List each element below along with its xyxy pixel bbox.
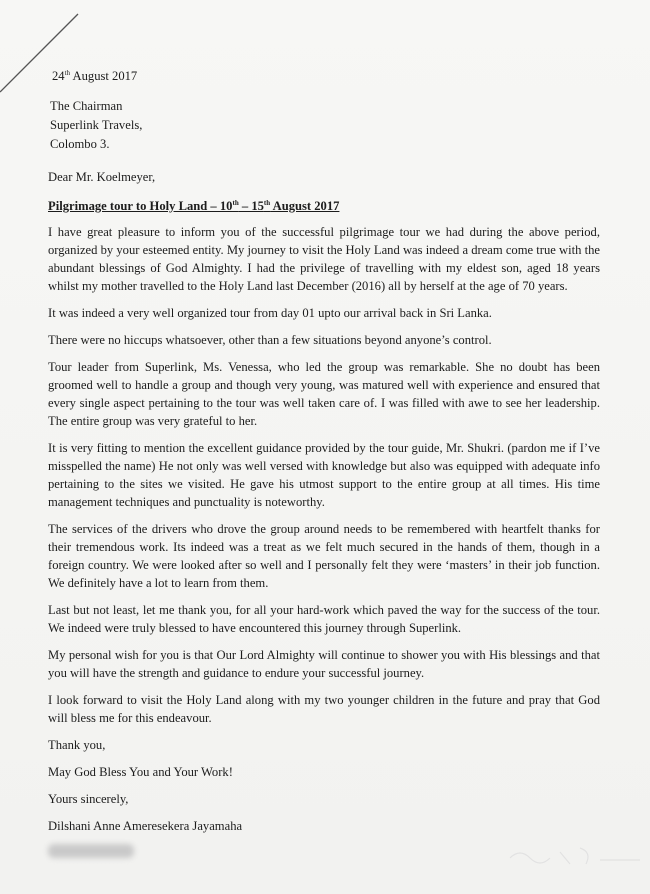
paragraph: My personal wish for you is that Our Lord Almighty will continue to shower you with His blessings and that you will have the strength and guidance to endure your successful journey.: [48, 648, 600, 681]
paragraph: I have great pleasure to inform you of the successful pilgrimage tour we had during the above period, organized by your esteemed entity. My journey to visit the Holy Land was indeed a dream come true with the abundant blessings of God Almighty. I had the privilege of travelling with my eldest son, aged 18 years whilst my mother travelled to the Holy Land last December (2016) all by herself at the age of 70 years.: [48, 225, 600, 294]
subject-line: Pilgrimage tour to Holy Land – 10th – 15th August 2017: [48, 199, 340, 214]
paragraph: Tour leader from Superlink, Ms. Venessa, who led the group was remarkable. She no doubt has been groomed well to handle a group and though very young, was matured well with experience and ensured that every single aspect pertaining to the tour was well taken care of. I was filled with awe to see her leadership. The entire group was very grateful to her.: [48, 360, 600, 429]
address-line: Colombo 3.: [50, 137, 110, 152]
recipient-address: [50, 97, 600, 154]
paragraph: Last but not least, let me thank you, for all your hard-work which paved the way for the success of the tour. We indeed were truly blessed to have encountered this journey through Superlink.: [48, 603, 600, 636]
paragraph: I look forward to visit the Holy Land along with my two younger children in the future and pray that God will bless me for this endeavour.: [48, 693, 600, 726]
paragraph: It was indeed a very well organized tour from day 01 upto our arrival back in Sri Lanka.: [48, 306, 492, 321]
paragraph: There were no hiccups whatsoever, other than a few situations beyond anyone’s control.: [48, 333, 492, 348]
closing-sincerely: Yours sincerely,: [48, 792, 129, 807]
address-line: The Chairman: [50, 99, 123, 114]
paragraph: It is very fitting to mention the excellent guidance provided by the tour guide, Mr. Shukri. (pardon me if I’ve misspelled the name) He not only was well versed with knowledge but also was equipped with adequate info pertaining to the sites we visited. He gave his utmost support to the entire group at all times. His time management techniques and punctuality is noteworthy.: [48, 441, 600, 510]
faint-handwriting-mark: [500, 838, 620, 872]
letter-date: 24th August 2017: [52, 69, 138, 84]
salutation: Dear Mr. Koelmeyer,: [48, 170, 156, 185]
letter-body: [48, 64, 600, 858]
signatory-name: Dilshani Anne Ameresekera Jayamaha: [48, 819, 243, 834]
paragraph: The services of the drivers who drove the group around needs to be remembered with heartfelt thanks for their tremendous work. Its indeed was a treat as we felt much secured in the hands of them, though in a foreign country. We were looked after so well and I personally felt they were ‘masters’ in their job function. We definitely have a lot to learn from them.: [48, 522, 600, 591]
redacted-phone-number: [48, 844, 134, 858]
address-line: Superlink Travels,: [50, 118, 143, 133]
closing-thanks: Thank you,: [48, 738, 106, 753]
closing-blessing: May God Bless You and Your Work!: [48, 765, 233, 780]
